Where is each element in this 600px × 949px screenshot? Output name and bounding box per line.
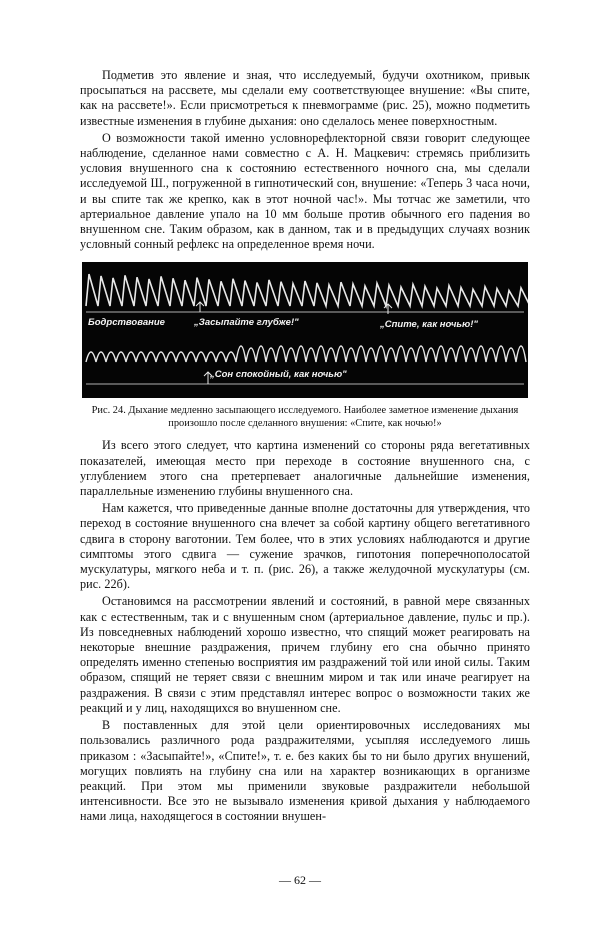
- page-content: [80, 68, 530, 827]
- paragraph: Из всего этого следует, что картина изменений со стороны ряда вегетативных показателей, имеющая место при переходе в состояние внушенного сна, с углублением этого сна претерпевает аналогичные дальнейшие изменения, параллельные изменению глубины внушенного сна.: [80, 438, 530, 499]
- figure-pneumogram: [82, 262, 528, 398]
- label-sleep-like-night: „Спите, как ночью!": [380, 319, 478, 331]
- paragraph: Остановимся на рассмотрении явлений и состояний, в равной мере связанных как с естественным, так и с внушенным сном (артериальное давление, пульс и пр.). Из повседневных наблюдений хорошо известно, что спящий может реагировать на некоторые внешние раздражения, причем глубину его сна обычно принято определять именно степенью восприятия им раздражений той или иной силы. Таким образом, спящий не теряет связи с внешним миром и так или иначе реагирует на раздражения. В связи с этим представлял интерес вопрос о возможности таких же реакций и у лиц, находящихся во внушенном сне.: [80, 594, 530, 715]
- upper-breathing-trace: [86, 275, 528, 307]
- label-sleep-deeper: „Засыпайте глубже!": [194, 317, 299, 329]
- lower-breathing-trace: [86, 346, 526, 362]
- label-wakefulness: Бодрствование: [88, 317, 165, 329]
- page-number: — 62 —: [279, 873, 321, 887]
- label-calm-sleep: „Сон спокойный, как ночью": [210, 369, 347, 381]
- paragraph: О возможности такой именно условнорефлекторной связи говорит следующее наблюдение, сделанное нами совместно с А. Н. Мацкевич: стремясь приблизить условия внушенного сна к состоянию естественного ночного сна, мы сделали исследуемой Ш., погруженной в гипнотический сон, внушение: «Теперь 3 часа ночи, и вы спите так же крепко, как в этот ночной час!». Мы тотчас же заметили, что артериальное давление упало на 10 мм больше против обычного его падения во внушенном сне. Таким образом, как в данном, так и в предыдущих случаях возник условный сонный рефлекс на определенное время ночи.: [80, 130, 530, 252]
- paragraph: Подметив это явление и зная, что исследуемый, будучи охотником, привык просыпаться на рассвете, мы сделали ему соответствующее внушение: «Вы спите, как на рассвете!». Если присмотреться к пневмограмме (рис. 25), можно подметить известные изменения в глубине дыхания: оно сделалось менее поверхностным.: [80, 68, 530, 128]
- marker-deeper: [196, 302, 204, 312]
- figure-caption: Рис. 24. Дыхание медленно засыпающего исследуемого. Наиболее заметное изменение дыхания произошло после сделанного внушения: «Спите, как ночью!»: [91, 405, 519, 430]
- paragraph: Нам кажется, что приведенные данные вполне достаточны для утверждения, что переход в состояние внушенного сна влечет за собой картину общего вегетативного сдвига в сторону ваготонии. Тем более, что в этих условиях наблюдаются и другие симптомы этого сдвига — сужение зрачков, гипотония поперечнополосатой мускулатуры, мягкого неба и т. п. (рис. 26), а также желудочной мускулатуры (см. рис. 22б).: [80, 501, 530, 592]
- paragraph: В поставленных для этой цели ориентировочных исследованиях мы пользовались различного рода раздражителями, усыпляя исследуемого лишь приказом : «Засыпайте!», «Спите!», т. е. без каких бы то ни было других внушений, могущих повлиять на глубину сна или на характер возникающих в организме реакций. При этом мы применили звуковые раздражители небольшой интенсивности. Все это не вызывало изменения кривой дыхания у наблюдаемого нами лица, находящегося в состоянии внушен-: [80, 718, 530, 824]
